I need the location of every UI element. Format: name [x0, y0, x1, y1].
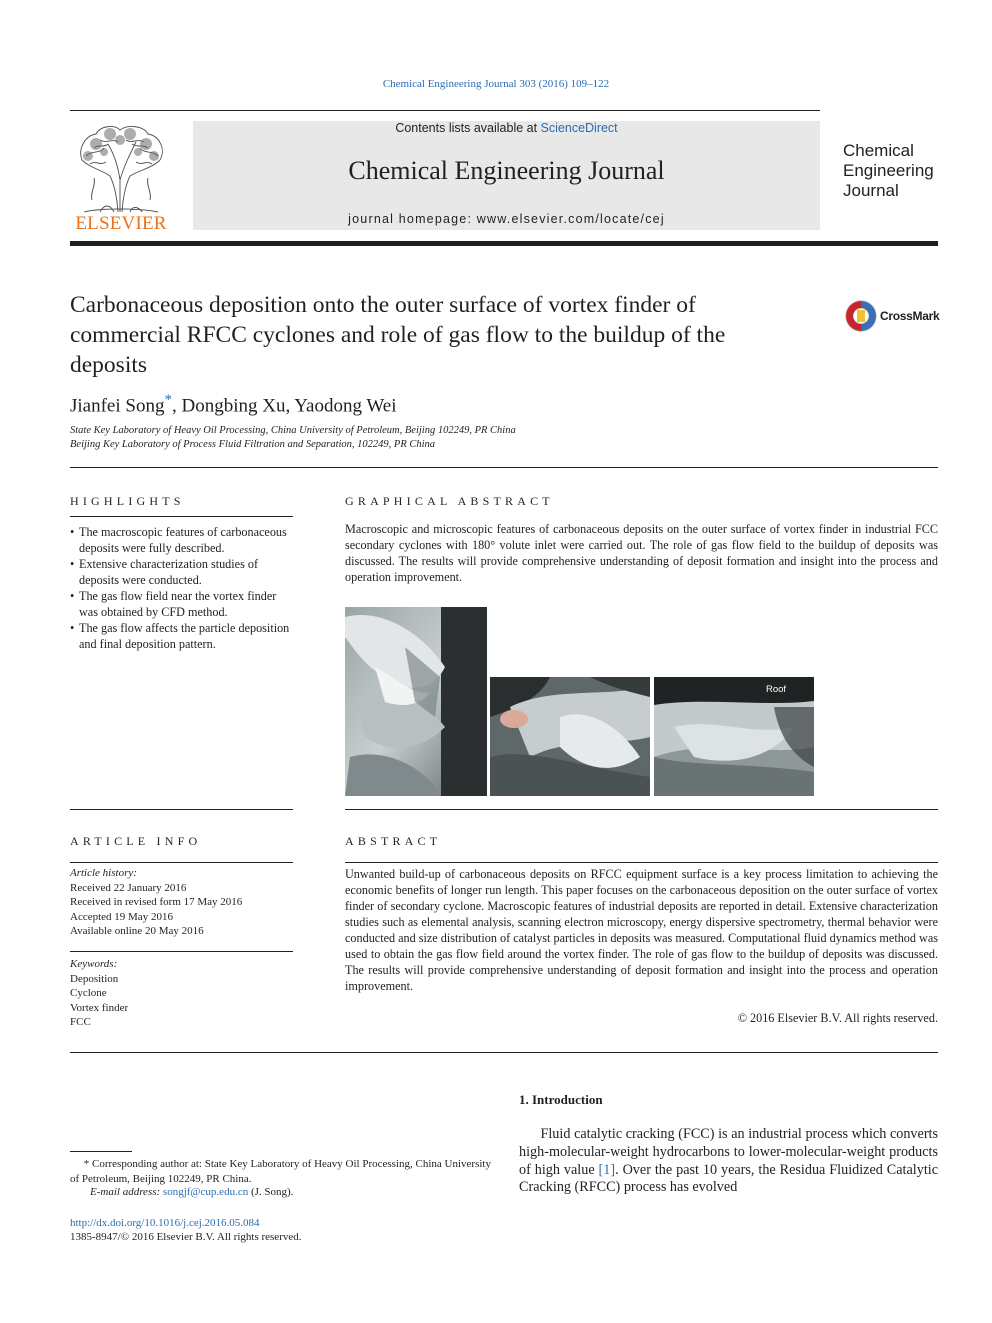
- front-matter-rule: [70, 1052, 938, 1053]
- doi-link[interactable]: http://dx.doi.org/10.1016/j.cej.2016.05.084: [70, 1217, 260, 1229]
- keywords: [70, 957, 128, 1030]
- email-suffix: (J. Song).: [248, 1186, 294, 1198]
- homepage-prefix: journal homepage:: [348, 212, 477, 226]
- journal-name: Chemical Engineering Journal: [348, 156, 665, 185]
- contents-lists-line: [193, 121, 820, 135]
- highlight-item: • Extensive characterization studies of deposits were conducted.: [70, 556, 295, 588]
- intro-text-end: . Over the past 10 years, the Residua Fluidized Catalytic Cracking (RFCC) process has evolved: [519, 1161, 939, 1196]
- header-rule-thick: [70, 241, 938, 246]
- graphical-abstract-bottom-rule: [345, 809, 938, 810]
- author-list: [70, 392, 397, 417]
- journal-citation[interactable]: Chemical Engineering Journal 303 (2016) 109–122: [382, 78, 610, 90]
- journal-homepage-line: [193, 212, 820, 226]
- abstract-copyright: © 2016 Elsevier B.V. All rights reserved.: [737, 1011, 938, 1025]
- keyword: Deposition: [70, 972, 119, 985]
- highlight-item: • The gas flow field near the vortex finder was obtained by CFD method.: [70, 588, 295, 620]
- title-rule: [70, 467, 938, 468]
- email-label: E-mail address:: [90, 1186, 163, 1198]
- highlight-item: • The macroscopic features of carbonaceous deposits were fully described.: [70, 524, 295, 556]
- contents-prefix: Contents lists available at: [395, 121, 541, 135]
- article-info-rule: [70, 862, 293, 863]
- crossmark-label[interactable]: CrossMark: [880, 309, 940, 323]
- issn-copyright: 1385-8947/© 2016 Elsevier B.V. All rights reserved.: [70, 1231, 302, 1243]
- email-footnote: [90, 1186, 293, 1198]
- email-link[interactable]: songjf@cup.edu.cn: [162, 1186, 249, 1198]
- introduction-text: [519, 1126, 938, 1197]
- deposit-photo-closeup: [490, 677, 650, 796]
- article-history: [70, 866, 242, 939]
- intro-text-start: Fluid catalytic cracking (FCC) is an industrial process which converts high-molecular-weight hydrocarbons to lower-molecular-weight products of high value: [519, 1126, 939, 1178]
- highlights-rule: [70, 516, 293, 517]
- photo-roof-label: Roof: [766, 684, 787, 695]
- introduction-heading: 1. Introduction: [519, 1092, 603, 1107]
- keywords-label: Keywords:: [70, 958, 118, 970]
- reference-link[interactable]: [1]: [598, 1161, 616, 1178]
- publisher-wordmark: ELSEVIER: [75, 213, 167, 234]
- history-entry: Accepted 19 May 2016: [70, 910, 173, 923]
- highlight-item: • The gas flow affects the particle deposition and final deposition pattern.: [70, 620, 295, 652]
- article-history-label: Article history:: [70, 867, 137, 879]
- history-entry: Received in revised form 17 May 2016: [70, 896, 243, 908]
- deposit-photo-vortex-finder: [345, 607, 487, 796]
- abstract-heading: ABSTRACT: [345, 834, 442, 848]
- header-rule-thin: [70, 110, 820, 111]
- journal-brand-logo: [843, 141, 943, 201]
- affiliation: Beijing Key Laboratory of Process Fluid Filtration and Separation, 102249, PR China: [70, 439, 436, 450]
- deposit-photo-roof: [654, 677, 814, 796]
- highlights-heading: HIGHLIGHTS: [70, 494, 185, 508]
- history-entry: Available online 20 May 2016: [70, 925, 204, 937]
- highlights-bottom-rule: [70, 809, 293, 810]
- brand-line-3: Journal: [843, 181, 899, 200]
- abstract-rule: [345, 862, 938, 863]
- history-entry: Received 22 January 2016: [70, 881, 187, 894]
- affiliation: State Key Laboratory of Heavy Oil Processing, China University of Petroleum, Beijing 102249, PR China: [70, 425, 516, 436]
- author-name[interactable]: Jianfei Song: [70, 395, 165, 417]
- keyword: Cyclone: [70, 987, 107, 999]
- keyword: FCC: [70, 1016, 91, 1028]
- brand-line-1: Chemical: [843, 141, 914, 160]
- corresponding-author-mark[interactable]: *: [164, 392, 172, 408]
- abstract-text: Unwanted build-up of carbonaceous deposits on RFCC equipment surface is a key process limitation to achieving the economic benefits of longer run length. This paper focuses on the carbonaceous deposition on the outer surface of vortex finder of secondary cyclone. Macroscopic features of industrial deposits are reported in detail. Extensive characterization studies such as elemental analysis, scanning electron microscopy, energy dispersive spectrometry, thermal behavior were conducted and size distribution of catalyst particles in deposits was measured. Computational fluid dynamics method was used to obtain the gas flow field around the vortex finder. The role of gas flow to the buildup of deposits was discussed. The results will provide comprehensive understanding of deposit formation and insight into the process and operation improvement.: [345, 867, 938, 993]
- article-title: Carbonaceous deposition onto the outer surface of vortex finder of commercial RFCC cyclones and role of gas flow to the buildup of the deposits: [70, 292, 726, 378]
- graphical-abstract-heading: GRAPHICAL ABSTRACT: [345, 494, 554, 508]
- corresponding-author-footnote: [70, 1157, 495, 1186]
- keywords-rule: [70, 951, 293, 952]
- highlights-list: [70, 524, 295, 652]
- footnote-rule: [70, 1151, 132, 1152]
- corresponding-author-note: * Corresponding author at: State Key Laboratory of Heavy Oil Processing, China University of Petroleum, Beijing 102249, PR China.: [70, 1158, 491, 1185]
- other-authors: , Dongbing Xu, Yaodong Wei: [171, 395, 397, 417]
- brand-line-2: Engineering: [843, 161, 934, 180]
- keyword: Vortex finder: [70, 1001, 129, 1014]
- homepage-url-link[interactable]: www.elsevier.com/locate/cej: [476, 212, 665, 226]
- article-info-heading: ARTICLE INFO: [70, 834, 202, 848]
- sciencedirect-link[interactable]: ScienceDirect: [540, 121, 618, 135]
- graphical-abstract-text: Macroscopic and microscopic features of carbonaceous deposits on the outer surface of vortex finder in industrial FCC secondary cyclones with 180° volute inlet were carried out. The role of gas flow field to the buildup of deposits was discussed. The results will provide comprehensive understanding of deposit formation and insight into the process and operation improvement.: [345, 522, 938, 584]
